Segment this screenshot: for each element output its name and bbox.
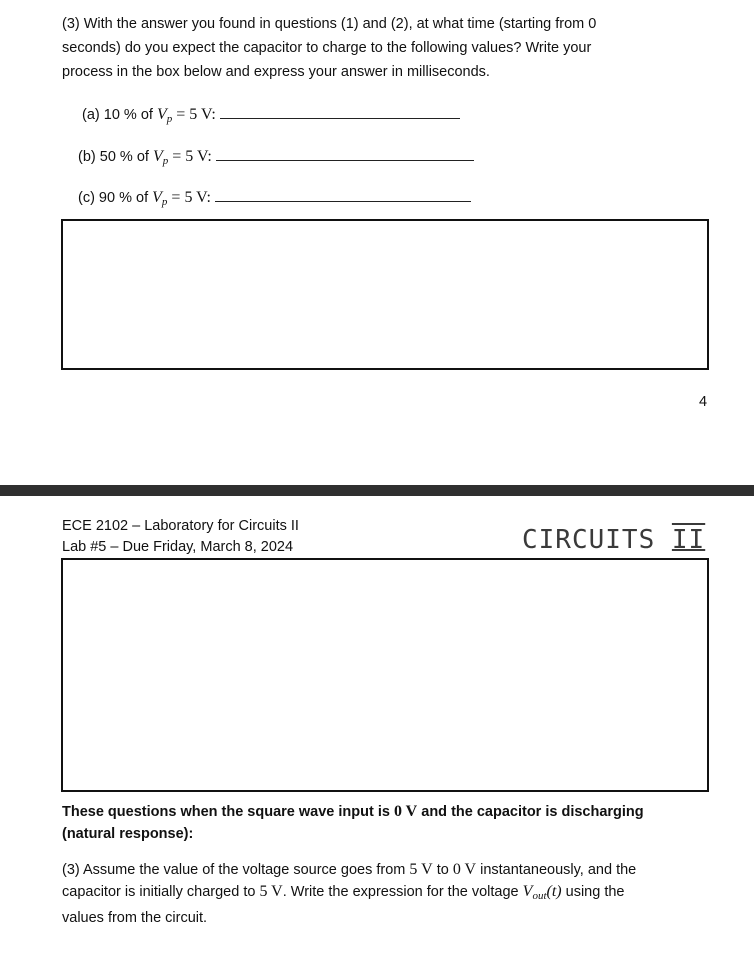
item-a-rhs: = 5 V: (176, 106, 216, 123)
item-c-rhs: = 5 V: (171, 189, 211, 206)
question-line-3: process in the box below and express your answer in milliseconds. (62, 64, 490, 80)
item-a-sub: p (166, 113, 173, 125)
item-b (78, 145, 474, 173)
item-b-sub: p (162, 155, 169, 167)
question-line-1: (3) With the answer you found in questions (1) and (2), at what time (starting from 0 (62, 16, 597, 32)
item-c (78, 186, 471, 214)
q3-value-0v: 0 V (452, 861, 477, 878)
item-c-var: V (152, 189, 162, 206)
q3-line2-b: . Write the expression for the voltage (282, 884, 519, 900)
heading-value: 0 V (393, 803, 418, 820)
answer-blank-b[interactable] (216, 146, 474, 161)
q3-line1-c: instantaneously, and the (480, 862, 637, 878)
page-separator (0, 485, 754, 496)
q3-value-5v: 5 V (409, 861, 433, 878)
item-a (82, 103, 460, 131)
item-b-label: (b) 50 % of (78, 149, 149, 165)
item-b-var: V (152, 148, 163, 165)
question-3-discharging (62, 859, 742, 929)
heading-part-1: These questions when the square wave input is (62, 804, 390, 820)
lab-due-date: Lab #5 – Due Friday, March 8, 2024 (62, 539, 294, 555)
answer-blank-a[interactable] (220, 104, 460, 119)
item-c-label: (c) 90 % of (78, 190, 149, 206)
q3-sub: out (532, 890, 547, 902)
item-c-sub: p (161, 196, 168, 208)
section-heading (62, 801, 722, 845)
q3-line3: values from the circuit. (62, 910, 208, 926)
page-number: 4 (699, 394, 708, 410)
question-line-2: seconds) do you expect the capacitor to charge to the following values? Write your (62, 40, 592, 56)
page-header (62, 516, 299, 558)
q3-var: V (522, 883, 533, 900)
q3-line2-a: capacitor is initially charged to (62, 884, 256, 900)
logo-text: CIRCUITS (522, 525, 656, 555)
q3-value-5v-b: 5 V (259, 883, 283, 900)
item-b-rhs: = 5 V: (172, 148, 212, 165)
work-box-bottom[interactable] (61, 558, 709, 792)
heading-part-2: and the capacitor is discharging (421, 804, 644, 820)
q3-line1-a: (3) Assume the value of the voltage source goes from (62, 862, 406, 878)
circuits-logo (522, 525, 705, 555)
course-title: ECE 2102 – Laboratory for Circuits II (62, 518, 299, 534)
q3-line2-c: using the (565, 884, 625, 900)
work-box-top[interactable] (61, 219, 709, 370)
item-a-label: (a) 10 % of (82, 107, 153, 123)
q3-arg: (t) (546, 883, 562, 900)
item-a-var: V (156, 106, 167, 123)
q3-line1-b: to (436, 862, 449, 878)
heading-part-3: (natural response): (62, 826, 194, 842)
logo-numeral: II (671, 525, 706, 555)
answer-blank-c[interactable] (215, 187, 471, 202)
question-3-charging (62, 12, 722, 84)
